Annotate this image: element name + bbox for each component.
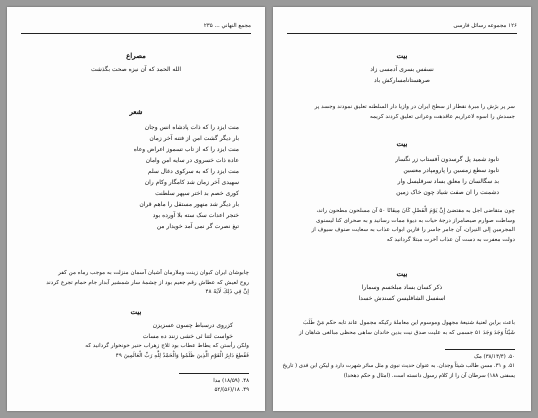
beit-block-3 <box>289 269 515 304</box>
sher-line: منت ایزد را که به سرکوی دغال سلم <box>147 168 239 175</box>
quran-verse: إنَّ فِي ذَلِكَ لَآيَةً ۴۸ <box>205 289 249 296</box>
running-header: ۱۲۶ مجموعه رسائل فارسی <box>453 23 517 29</box>
sher-line: منت ایزد را که از تاب تسموز اعراض وعاه <box>133 146 239 153</box>
sher-line: عادة ذات خسروی در سایه امن وامان <box>145 157 239 164</box>
footnotes <box>282 353 515 381</box>
running-header: مجمع النهاني ... ۲۳۵ <box>203 23 251 29</box>
footnote: یسفنی ۱۸۸) سرطان آن را از کلام رسول دانسته است. (امثال و حکم دهخدا) <box>343 372 515 379</box>
paragraph-line: باعث براین لعنیهٔ شنیعهٔ مجهول وموسوم این معاملهٔ رکیکه مجمول عاند تابه حکم مَنْ طَلَبَ <box>302 320 515 326</box>
sher-block <box>23 107 249 232</box>
beit-line: ذکر کسان بساد مبلخسم وسمارا <box>361 284 443 291</box>
paragraph-line: المجرمین إلی النیران، آن جامر جاسر را فارین ابواب عذاب به سعایت صنوف سیوف از <box>311 227 515 234</box>
beit-block <box>23 307 249 361</box>
quran-verse: فَقُطِعَ دَابِرُ الْقَوْمِ الَّذِينَ ظَلَمُوا وَالْحَمْدُ لِلَّهِ رَبِّ الْعَالَمِينَ ۴۹ <box>115 352 249 359</box>
sher-line: منت ایزد را که ذات پادشاه انس وجان <box>144 124 239 131</box>
sher-title: شعر <box>129 107 143 116</box>
sher-line: تیغ نصرت گر نمی آمد خویدار من <box>156 223 239 230</box>
footnote-rule <box>179 373 249 374</box>
beit-title: بیت <box>396 139 408 148</box>
body-paragraph <box>289 207 515 245</box>
paragraph-line: جسدش را اسوه لاعراریم عاقدهت وعرانی تعلیق کردند کریمه <box>369 113 515 120</box>
mesra-block <box>23 51 249 75</box>
beit-block-2 <box>289 139 515 198</box>
beit-title: بیت <box>396 51 408 60</box>
beit-line: تابود سطع زمسین را پارومپادر معسین <box>403 167 499 174</box>
mesra-line: الله الحمد که آن نیزه صحت بگذشت <box>90 66 182 73</box>
footnote: ۵۱. و ۳۱. مسن طالب شیئاً وجدان. به عنوان حدیث نبوی و مثل سائر شهرت دارد و لیکن ابن فدی ( تاریخ <box>282 363 515 370</box>
page-right <box>273 7 531 411</box>
beit-line: خواست لتنا ئی خشی زنند ده مسات <box>142 333 233 340</box>
paragraph-line: دولت معفرت به دست آن عذاب آخرت مبتلا گردانید که <box>386 236 515 243</box>
sher-line: خنجر اعدات سک سته بلا آورده بود <box>152 212 239 219</box>
body-paragraph <box>289 319 515 338</box>
beit-title: بیت <box>396 269 408 278</box>
paragraph-line: سر پر بژش را مبرهٔ نقطار از سطح ایران در وازیا دار السلطنه تعلیق نمودند وجسد پر <box>314 104 515 110</box>
beit-line: صرهستانامسارکش باد <box>374 77 430 84</box>
paragraph-line: شَيْئاً وَجَدَ وَجَدَ ۵۱ جسمی که به علیت صدق نیت بدین خاندان ساهی محظی مبالغی شاهان از <box>298 329 515 336</box>
footnote: ۵۰. (۳۸/۱۳/۴) مک <box>474 354 515 360</box>
sher-line: سهیدی آخر زمان شد کامگار وکام ران <box>144 179 239 186</box>
beit-line: دشمنت را ان صفت شیاد چون خاک زمین <box>396 189 499 196</box>
footnote: ۴۹. ۱۸/(۵۶)/۵۲ <box>214 387 249 394</box>
beit-line: بد سگالسان را معلق بساد سرفلیسل وار <box>397 178 499 185</box>
paragraph-line: چابوشان ایران کبوان زینت وملارمان آشیان آسمان منزلت به موجب رماه من کفر <box>58 270 249 276</box>
paragraph-line: ولکن رأستن که یطاط عطاب بود ثلاج زهراب حنیر خونخوار گردانید که <box>85 343 249 349</box>
beit-title: بیت <box>130 307 142 316</box>
body-paragraph <box>289 103 515 122</box>
beit-block-1 <box>289 51 515 86</box>
sher-line: بار دیگر گشت امن از فتنه آخر زمان <box>149 135 239 142</box>
paragraph-line: وساطت صوارم صیصامراز درجهٔ حیات به دیوهٔ ممات رسانید و به صحرای کنا لیسنوی <box>316 217 515 224</box>
mesra-title: مصراع <box>126 51 146 60</box>
beit-line: تابود شمید پل گرسدون آفستاب زر نگسار <box>395 156 499 163</box>
footnote: ۴۸. (۱۸/۵۹) مدا <box>213 378 249 384</box>
page-header <box>287 23 517 34</box>
sher-line: بار دیگر شد منهور مستقل را ماهم قران <box>139 201 239 208</box>
beit-line: کزروی درسباط چسون عسزیزن <box>152 322 233 329</box>
body-paragraph <box>23 269 249 298</box>
page-header <box>21 23 251 34</box>
paragraph-line: روح لعیش که عطاش رقم جعیم بود از چشمهٔ سار شمشیر آبدار جام حمام تجرع کردند <box>46 279 249 286</box>
beit-line: نسفس بسری آدمسی زاد <box>370 66 434 73</box>
sher-line: کوری خصم بد اختر سپهر سلطنت <box>155 190 239 197</box>
footnote-rule <box>445 349 515 350</box>
beit-line: اسفسل الشافلیسن کسندش خسدا <box>358 295 446 302</box>
page-left <box>7 7 265 411</box>
paragraph-line: چون متقاضی اجل به مقتضیٔ إِنَّ يَوْمَ الْفَصْلِ كَانَ مِيقَاتًا ۵۰ آن مسلحون مطحون راند، <box>316 208 515 214</box>
footnotes <box>23 377 249 396</box>
